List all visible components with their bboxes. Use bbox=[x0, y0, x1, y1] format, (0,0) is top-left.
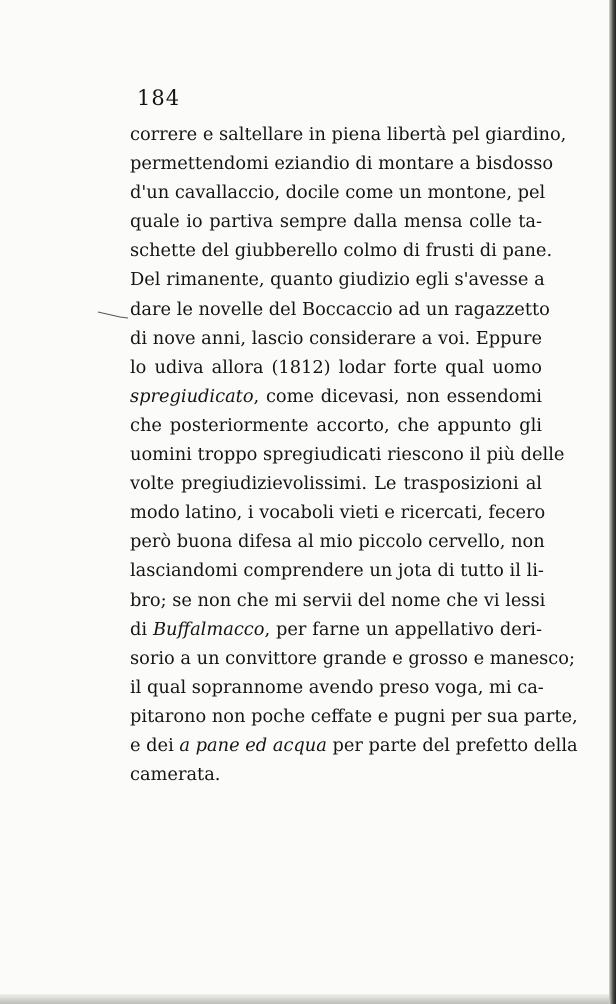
text-segment: dare le novelle del Boccaccio ad un ragazzetto bbox=[130, 298, 550, 320]
text-segment: correre e saltellare in piena libertà pel giardino, bbox=[130, 124, 567, 145]
italic-text: spregiudicato bbox=[130, 385, 254, 407]
text-line bbox=[130, 498, 546, 527]
text-line bbox=[130, 411, 542, 440]
margin-mark-icon bbox=[98, 309, 128, 321]
text-segment: , per farne un appellativo deri- bbox=[264, 618, 542, 640]
page-number: 184 bbox=[137, 86, 181, 110]
text-segment: e dei bbox=[130, 734, 180, 756]
text-segment: quale io partiva sempre dalla mensa colle ta- bbox=[130, 211, 542, 233]
text-line bbox=[130, 440, 565, 469]
text-segment: bro; se non che mi servii del nome che vi lessi bbox=[130, 589, 546, 611]
text-line bbox=[130, 178, 546, 207]
text-segment: per parte del prefetto della bbox=[326, 734, 578, 756]
text-segment: che posteriormente accorto, che appunto gli bbox=[130, 414, 542, 436]
text-segment: sorio a un convittore grande e grosso e manesco; bbox=[130, 647, 575, 669]
text-line bbox=[130, 324, 542, 353]
text-line bbox=[130, 731, 578, 760]
text-segment: modo latino, i vocaboli vieti e ricercati, fecero bbox=[130, 502, 546, 524]
italic-text: a pane ed acqua bbox=[179, 734, 327, 756]
text-line bbox=[130, 120, 567, 149]
text-segment: , come dicevasi, non essendomi bbox=[253, 385, 542, 407]
body-text bbox=[130, 120, 578, 789]
text-segment: però buona difesa al mio piccolo cervello, non bbox=[130, 531, 545, 553]
text-segment: camerata. bbox=[130, 764, 221, 786]
page-right-edge bbox=[609, 0, 616, 1004]
text-segment: permettendomi eziandio di montare a bisdosso bbox=[130, 153, 554, 175]
text-line bbox=[130, 586, 546, 615]
italic-text: Buffalmacco bbox=[152, 618, 265, 640]
text-segment: di nove anni, lascio considerare a voi. Eppure bbox=[130, 327, 542, 349]
text-segment: schette del giubberello colmo di frusti di pane. bbox=[130, 240, 553, 262]
text-line bbox=[130, 556, 542, 585]
text-line bbox=[130, 644, 575, 673]
text-line bbox=[130, 527, 545, 556]
text-segment: lo udiva allora (1812) lodar forte qual uomo bbox=[130, 356, 542, 378]
text-segment: pitarono non poche ceffate e pugni per sua parte, bbox=[130, 705, 578, 727]
text-segment: volte pregiudizievolissimi. Le trasposizioni al bbox=[130, 473, 542, 495]
text-line bbox=[130, 236, 553, 265]
text-line bbox=[130, 615, 542, 644]
text-line bbox=[130, 469, 542, 498]
text-line bbox=[130, 760, 542, 789]
text-line bbox=[130, 353, 542, 382]
text-line bbox=[130, 265, 545, 294]
text-segment: il qual soprannome avendo preso voga, mi ca- bbox=[130, 676, 544, 698]
text-segment: lasciandomi comprendere un jota di tutto il li- bbox=[130, 560, 544, 582]
text-line bbox=[130, 149, 554, 178]
text-line bbox=[130, 673, 542, 702]
text-line bbox=[130, 295, 550, 324]
text-segment: Del rimanente, quanto giudizio egli s'avesse a bbox=[130, 269, 545, 291]
text-line bbox=[130, 382, 542, 411]
text-segment: d'un cavallaccio, docile come un montone, pel bbox=[130, 182, 546, 204]
text-line bbox=[130, 702, 578, 731]
page-bottom-edge bbox=[0, 994, 616, 1004]
text-segment: uomini troppo spregiudicati riescono il più delle bbox=[130, 444, 565, 466]
text-line bbox=[130, 207, 542, 236]
text-segment: di bbox=[130, 618, 153, 640]
